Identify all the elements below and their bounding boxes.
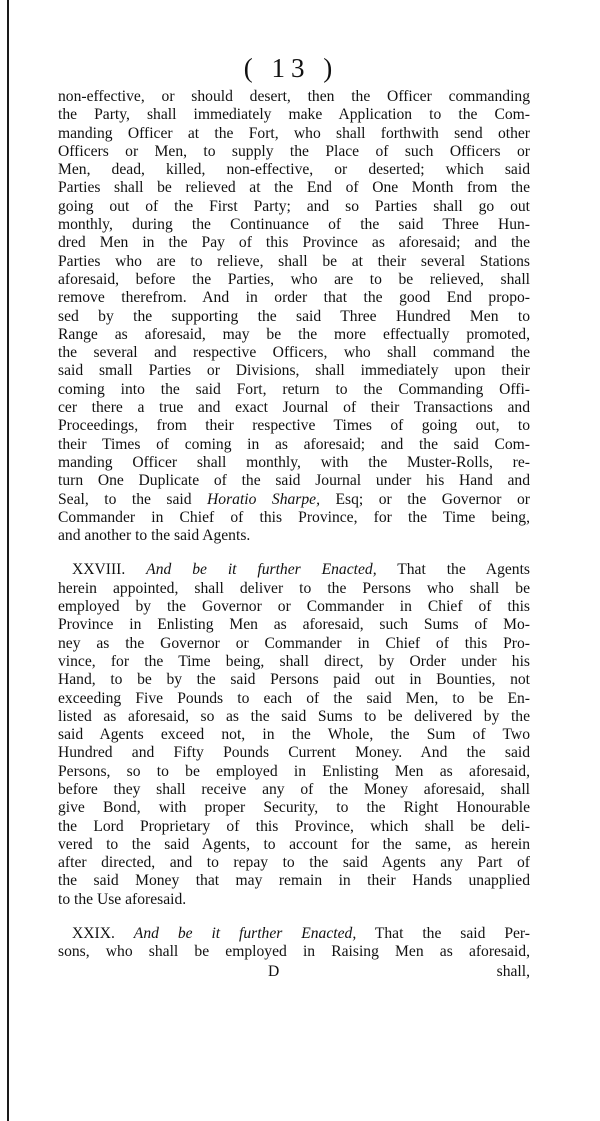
text-line: monthly, during the Continuance of the said Three Hun- <box>58 216 530 234</box>
text-line: before they shall receive any of the Money aforesaid, shall <box>58 780 530 798</box>
text-line: the Lord Proprietary of this Province, which shall be deli- <box>58 817 530 835</box>
seal-text-after: Esq; or the Governor or <box>335 490 530 508</box>
binding-edge <box>7 0 9 1121</box>
text-line: said small Parties or Divisions, shall immediately upon their <box>58 362 530 380</box>
text-line: Hand, to be by the said Persons paid out in Bounties, not <box>58 671 530 689</box>
text-line: sons, who shall be employed in Raising Men as aforesaid, <box>58 943 530 961</box>
text-line: the several and respective Officers, who shall command the <box>58 344 530 362</box>
text-line: manding Officer at the Fort, who shall forthwith send other <box>58 124 530 142</box>
text-line: Range as aforesaid, may be the more effectually promoted, <box>58 325 530 343</box>
text-line: vince, for the Time being, shall direct, by Order under his <box>58 652 530 670</box>
text-line: cer there a true and exact Journal of their Transactions and <box>58 399 530 417</box>
text-line: Commander in Chief of this Province, for the Time being, <box>58 508 530 526</box>
text-line: Province in Enlisting Men as aforesaid, such Sums of Mo- <box>58 616 530 634</box>
document-page <box>58 48 530 982</box>
text-line: the Party, shall immediately make Application to the Com- <box>58 106 530 124</box>
text-line: ney as the Governor or Commander in Chief of this Pro- <box>58 634 530 652</box>
section-heading-line <box>58 925 530 943</box>
text-line: said Agents exceed not, in the Whole, the Sum of Two <box>58 726 530 744</box>
text-line: exceeding Five Pounds to each of the said Men, to be En- <box>58 689 530 707</box>
section-number: XXIX. <box>72 925 115 943</box>
text-line: Officers or Men, to supply the Place of such Officers or <box>58 142 530 160</box>
text-line: Parties who are to relieve, shall be at their several Stations <box>58 252 530 270</box>
text-line: and another to the said Agents. <box>58 527 251 545</box>
text-line: listed as aforesaid, so as the said Sums to be delivered by the <box>58 707 530 725</box>
text-line: Parties shall be relieved at the End of One Month from the <box>58 179 530 197</box>
text-line: employed by the Governor or Commander in Chief of this <box>58 598 530 616</box>
section-xxix <box>58 925 530 962</box>
page-number: ( 13 ) <box>243 53 339 83</box>
text-line: going out of the First Party; and so Parties shall go out <box>58 197 530 215</box>
text-line: herein appointed, shall deliver to the Persons who shall be <box>58 579 530 597</box>
text-line: remove therefrom. And in order that the good End propo- <box>58 289 530 307</box>
signature-mark: D <box>268 962 280 980</box>
paragraph-continuation <box>58 88 530 545</box>
governor-name: Horatio Sharpe, <box>207 490 320 508</box>
text-line: dred Men in the Pay of this Province as aforesaid; and the <box>58 234 530 252</box>
text-line: sed by the supporting the said Three Hundred Men to <box>58 307 530 325</box>
text-line: coming into the said Fort, return to the Commanding Offi- <box>58 380 530 398</box>
text-line: Proceedings, from their respective Times of going out, to <box>58 417 530 435</box>
text-line: turn One Duplicate of the said Journal under his Hand and <box>58 472 530 490</box>
section-opening-text: That the said Per- <box>374 925 530 943</box>
section-number: XXVIII. <box>72 561 126 579</box>
text-line: to the Use aforesaid. <box>58 890 187 908</box>
text-line: vered to the said Agents, to account for the same, as herein <box>58 835 530 853</box>
text-line: after directed, and to repay to the said Agents any Part of <box>58 854 530 872</box>
page-footer <box>58 962 530 982</box>
text-line: the said Money that may remain in their Hands unapplied <box>58 872 530 890</box>
enacting-clause: And be it further Enacted, <box>133 925 357 943</box>
text-line: aforesaid, before the Parties, who are to be relieved, shall <box>58 270 530 288</box>
text-line: Men, dead, killed, non-effective, or deserted; which said <box>58 161 530 179</box>
section-opening-text: That the Agents <box>397 561 530 579</box>
text-line: non-effective, or should desert, then the Officer commanding <box>58 88 530 105</box>
enacting-clause: And be it further Enacted, <box>146 561 377 579</box>
section-xxviii <box>58 561 530 909</box>
text-line-seal <box>58 491 530 509</box>
section-heading-line <box>58 561 530 579</box>
text-line: their Times of coming in as aforesaid; and the said Com- <box>58 435 530 453</box>
text-line: Persons, so to be employed in Enlisting Men as aforesaid, <box>58 762 530 780</box>
seal-text-before: Seal, to the said <box>58 490 192 508</box>
text-line: Hundred and Fifty Pounds Current Money. And the said <box>58 744 530 762</box>
text-line: manding Officer shall monthly, with the Muster-Rolls, re- <box>58 453 530 471</box>
text-line: give Bond, with proper Security, to the Right Honourable <box>58 799 530 817</box>
catchword: shall, <box>496 962 530 980</box>
